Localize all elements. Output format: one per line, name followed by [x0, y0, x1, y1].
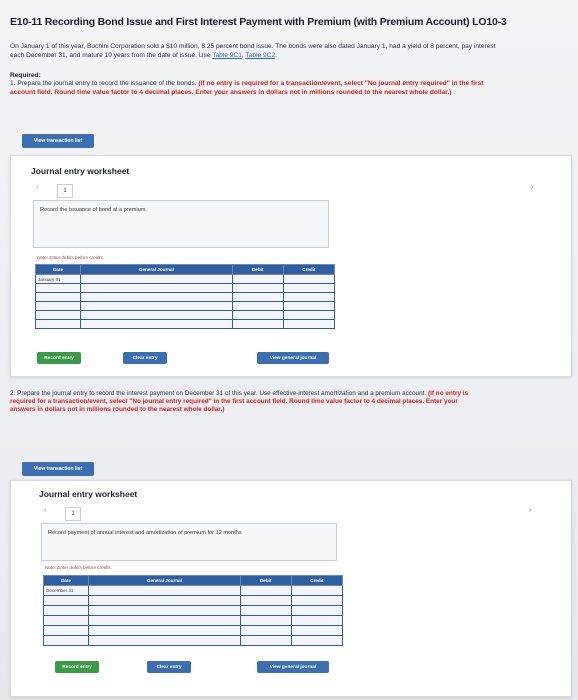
- credit-cell[interactable]: [291, 626, 342, 636]
- prev-page-arrow-icon[interactable]: ‹: [44, 507, 47, 514]
- account-cell[interactable]: [89, 626, 241, 636]
- exercise-title: E10-11 Recording Bond Issue and First Interest Payment with Premium (with Premium Account) LO10-3: [10, 16, 507, 28]
- debit-cell[interactable]: [240, 586, 291, 596]
- debit-cell[interactable]: [240, 636, 291, 646]
- account-cell[interactable]: [89, 586, 241, 596]
- view-transaction-list-button-2[interactable]: View transaction list: [22, 462, 94, 476]
- col-date: Date: [44, 576, 89, 586]
- credit-cell[interactable]: [291, 596, 342, 606]
- requirement-1: 1. Prepare the journal entry to record the issuance of the bonds. (If no entry is required for a transaction/event, select "No journal entry required" in the first account field. Round time value factor to 4 decimal places. Enter your answers in dollars not in millions rounded to the nearest whole dollar.): [10, 80, 484, 96]
- account-cell[interactable]: [81, 293, 233, 302]
- journal-table-1: [35, 264, 335, 329]
- debit-cell[interactable]: [240, 616, 291, 626]
- debit-cell[interactable]: [232, 320, 283, 329]
- problem-intro: On January 1 of this year, Bochini Corporation sold a $10 million, 8.25 percent bond issue. The bonds were also dated January 1, had a yield of 8 percent, pay interest each December 31, and mature 10 years from the date of issue. Use Table 9C1, Table 9C2.: [10, 43, 496, 59]
- view-general-journal-button[interactable]: View general journal: [257, 352, 329, 364]
- credit-cell[interactable]: [291, 616, 342, 626]
- credit-cell[interactable]: [291, 586, 342, 596]
- worksheet-2-note: Note: Enter debits before credits.: [45, 565, 113, 570]
- clear-entry-button[interactable]: Clear entry: [123, 352, 167, 364]
- col-date: Date: [36, 265, 81, 275]
- date-cell[interactable]: [44, 596, 89, 606]
- next-page-arrow-icon[interactable]: ›: [529, 507, 532, 514]
- table-9c1-link[interactable]: Table 9C1: [212, 52, 242, 59]
- record-entry-button[interactable]: Record entry: [37, 352, 81, 364]
- credit-cell[interactable]: [291, 636, 342, 646]
- view-transaction-list-button[interactable]: View transaction list: [22, 134, 94, 148]
- account-cell[interactable]: [81, 320, 233, 329]
- journal-worksheet-1: [10, 155, 572, 377]
- page-number[interactable]: 1: [65, 507, 81, 521]
- debit-cell[interactable]: [232, 311, 283, 320]
- date-cell[interactable]: [44, 616, 89, 626]
- record-entry-button[interactable]: Record entry: [55, 661, 99, 673]
- credit-cell[interactable]: [291, 606, 342, 616]
- date-cell[interactable]: [44, 606, 89, 616]
- requirement-2: 2. Prepare the journal entry to record the interest payment on December 31 of this year. Use effective-interest amortization and a premium account. (If no entry is required for a transaction/event, select "No journal entry required" in the first account field. Round time value factor to 4 decimal places. Enter your answers in dollars not in millions rounded to the nearest whole dollar.): [10, 390, 469, 414]
- credit-cell[interactable]: [283, 293, 334, 302]
- worksheet-2-title: Journal entry worksheet: [39, 489, 138, 499]
- date-cell[interactable]: [36, 302, 81, 311]
- debit-cell[interactable]: [232, 284, 283, 293]
- debit-cell[interactable]: [232, 275, 283, 284]
- date-cell[interactable]: [44, 636, 89, 646]
- date-cell[interactable]: [36, 293, 81, 302]
- worksheet-1-note: Note: Enter debits before credits.: [37, 255, 105, 260]
- account-cell[interactable]: [89, 616, 241, 626]
- debit-cell[interactable]: [240, 606, 291, 616]
- col-general-journal: General Journal: [89, 576, 241, 586]
- clear-entry-button[interactable]: Clear entry: [147, 661, 191, 673]
- credit-cell[interactable]: [283, 311, 334, 320]
- col-debit: Debit: [240, 576, 291, 586]
- account-cell[interactable]: [89, 606, 241, 616]
- page-number[interactable]: 1: [57, 184, 73, 198]
- credit-cell[interactable]: [283, 320, 334, 329]
- prev-page-arrow-icon[interactable]: ‹: [36, 184, 39, 191]
- date-cell[interactable]: [36, 284, 81, 293]
- required-label: Required:: [10, 72, 41, 79]
- debit-cell[interactable]: [240, 626, 291, 636]
- date-cell[interactable]: December 31: [44, 586, 89, 596]
- journal-worksheet-2: [10, 480, 572, 697]
- credit-cell[interactable]: [283, 284, 334, 293]
- table-9c2-link[interactable]: Table 9C2: [245, 52, 276, 59]
- debit-cell[interactable]: [240, 596, 291, 606]
- date-cell[interactable]: January 01: [36, 275, 81, 284]
- debit-cell[interactable]: [232, 293, 283, 302]
- col-debit: Debit: [232, 265, 283, 275]
- account-cell[interactable]: [81, 311, 233, 320]
- next-page-arrow-icon[interactable]: ›: [531, 184, 534, 191]
- credit-cell[interactable]: [283, 302, 334, 311]
- worksheet-1-description: Record the issuance of bond at a premium.: [33, 200, 329, 248]
- account-cell[interactable]: [89, 636, 241, 646]
- col-general-journal: General Journal: [81, 265, 233, 275]
- worksheet-1-title: Journal entry worksheet: [31, 166, 130, 176]
- account-cell[interactable]: [81, 284, 233, 293]
- account-cell[interactable]: [81, 302, 233, 311]
- date-cell[interactable]: [44, 626, 89, 636]
- journal-table-2: [43, 575, 343, 646]
- date-cell[interactable]: [36, 311, 81, 320]
- worksheet-2-description: Record payment of annual interest and amortization of premium for 12 months: [41, 523, 337, 561]
- col-credit: Credit: [291, 576, 342, 586]
- date-cell[interactable]: [36, 320, 81, 329]
- col-credit: Credit: [283, 265, 334, 275]
- account-cell[interactable]: [81, 275, 233, 284]
- debit-cell[interactable]: [232, 302, 283, 311]
- view-general-journal-button[interactable]: View general journal: [257, 661, 329, 673]
- credit-cell[interactable]: [283, 275, 334, 284]
- account-cell[interactable]: [89, 596, 241, 606]
